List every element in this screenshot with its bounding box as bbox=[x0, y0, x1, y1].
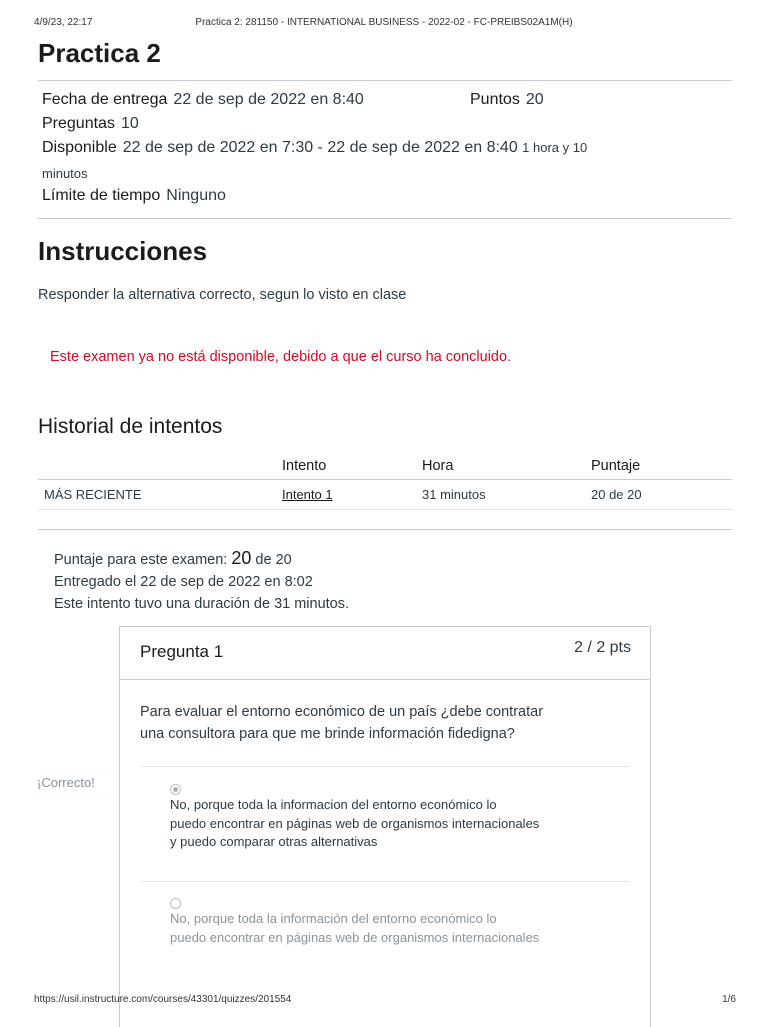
answer-option-2[interactable] bbox=[170, 910, 610, 947]
time-limit-label: Límite de tiempo bbox=[42, 187, 161, 204]
answer-divider bbox=[140, 766, 630, 767]
available-label: Disponible bbox=[42, 139, 117, 156]
answer-line: puedo encontrar en páginas web de organismos internacionales bbox=[170, 929, 540, 945]
instructions-text: Responder la alternativa correcto, segun lo visto en clase bbox=[38, 287, 407, 303]
quiz-title: Practica 2 bbox=[38, 38, 161, 68]
page-url: https://usil.instructure.com/courses/43301/quizzes/201554 bbox=[34, 994, 292, 1005]
available-duration: 1 hora y 10 bbox=[522, 140, 588, 155]
answer-line: puedo encontrar en páginas web de organismos internacionales bbox=[170, 815, 540, 831]
column-header-time: Hora bbox=[422, 458, 454, 474]
questions-value: 10 bbox=[120, 115, 139, 132]
answer-line: No, porque toda la información del entorno económico lo bbox=[170, 911, 497, 926]
answer-radio[interactable] bbox=[170, 898, 181, 909]
available-value: 22 de sep de 2022 en 7:30 - 22 de sep de 2022 en 8:40 bbox=[122, 139, 518, 156]
print-footer bbox=[0, 994, 768, 1008]
score-value: 20 bbox=[231, 548, 252, 568]
column-header-attempt: Intento bbox=[282, 458, 327, 474]
question-header bbox=[120, 627, 650, 680]
instructions-heading: Instrucciones bbox=[38, 236, 208, 266]
question-points: 2 / 2 pts bbox=[574, 639, 631, 656]
most-recent-label: MÁS RECIENTE bbox=[44, 487, 142, 502]
attempt-1-link[interactable]: Intento 1 bbox=[282, 487, 333, 502]
available-duration-wrap bbox=[42, 165, 88, 183]
due-date-label: Fecha de entrega bbox=[42, 91, 168, 108]
print-page-title: Practica 2: 281150 - INTERNATIONAL BUSINESS - 2022-02 - FC-PREIBS02A1M(H) bbox=[195, 17, 573, 28]
answer-divider bbox=[140, 881, 630, 882]
divider bbox=[38, 529, 732, 530]
due-date-value: 22 de sep de 2022 en 8:40 bbox=[173, 91, 364, 108]
table-row-divider bbox=[38, 509, 732, 510]
attempt-duration: Este intento tuvo una duración de 31 minutos. bbox=[54, 596, 350, 612]
answer-option-1[interactable] bbox=[170, 796, 610, 852]
due-date-detail bbox=[42, 91, 364, 109]
divider bbox=[38, 80, 732, 81]
table-header-divider bbox=[38, 479, 732, 480]
question-text-line: Para evaluar el entorno económico de un país ¿debe contratar bbox=[140, 704, 544, 720]
correct-flag-text: ¡Correcto! bbox=[37, 775, 95, 790]
correct-answer-flag bbox=[34, 772, 122, 794]
points-label: Puntos bbox=[470, 91, 520, 108]
answer-line: No, porque toda la informacion del entorno económico lo bbox=[170, 797, 497, 812]
print-datetime: 4/9/23, 22:17 bbox=[34, 17, 93, 28]
score-suffix: de 20 bbox=[255, 552, 292, 568]
column-header-score: Puntaje bbox=[591, 458, 641, 474]
unavailable-alert: Este examen ya no está disponible, debido a que el curso ha concluido. bbox=[50, 349, 512, 365]
question-text-line: una consultora para que me brinde información fidedigna? bbox=[140, 726, 515, 742]
answer-line: y puedo comparar otras alternativas bbox=[170, 834, 378, 849]
questions-detail bbox=[42, 115, 139, 133]
points-value: 20 bbox=[525, 91, 544, 108]
quiz-score bbox=[54, 548, 292, 569]
submitted-at: Entregado el 22 de sep de 2022 en 8:02 bbox=[54, 574, 313, 590]
attempt-history-heading: Historial de intentos bbox=[38, 415, 223, 438]
available-detail bbox=[42, 139, 587, 157]
attempt-score: 20 de 20 bbox=[591, 487, 642, 502]
divider bbox=[38, 218, 732, 219]
page-number: 1/6 bbox=[722, 994, 736, 1005]
answer-radio-selected[interactable] bbox=[170, 784, 181, 795]
time-limit-value: Ninguno bbox=[166, 187, 226, 204]
question-title: Pregunta 1 bbox=[140, 642, 224, 661]
points-detail bbox=[470, 91, 544, 109]
print-header bbox=[0, 17, 768, 31]
time-limit-detail bbox=[42, 187, 226, 205]
available-duration-cont: minutos bbox=[42, 166, 88, 181]
score-label: Puntaje para este examen: bbox=[54, 552, 228, 568]
questions-label: Preguntas bbox=[42, 115, 115, 132]
question-text bbox=[140, 701, 630, 745]
attempt-time: 31 minutos bbox=[422, 487, 486, 502]
question-card bbox=[119, 626, 651, 1027]
